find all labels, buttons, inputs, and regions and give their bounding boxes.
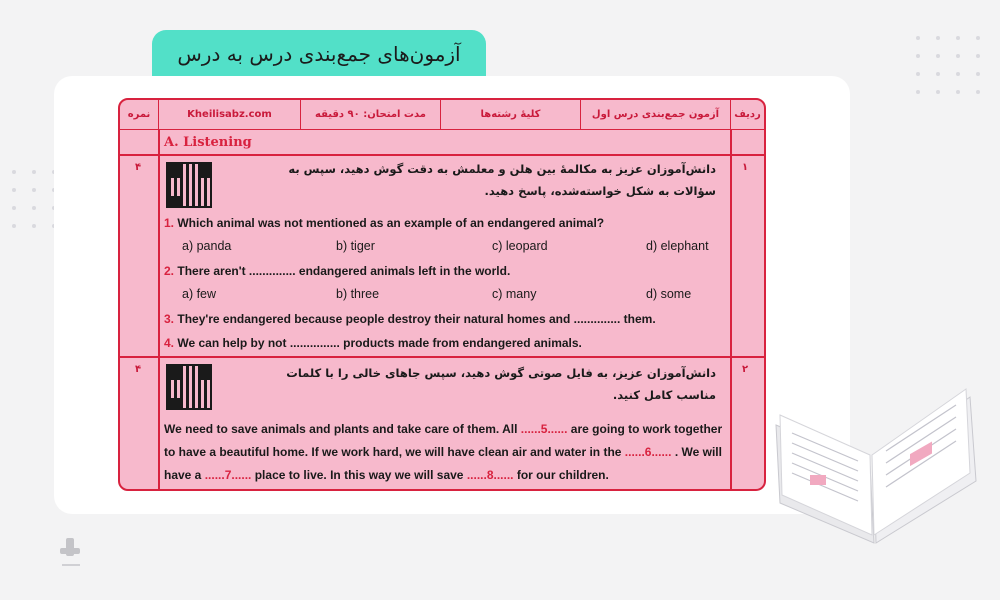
question-text: Which animal was not mentioned as an example of an endangered animal? — [177, 216, 605, 230]
row-score: ۴ — [135, 364, 142, 375]
qr-code-icon — [166, 162, 212, 208]
section-heading: A. Listening — [164, 135, 252, 150]
qr-code-icon — [166, 364, 212, 410]
blank-8: ......8...... — [466, 468, 514, 482]
passage-text: . We will — [671, 445, 722, 459]
row-divider — [120, 356, 764, 358]
question-number: 2. — [164, 264, 175, 278]
question-text: They're endangered because people destroy their natural homes and .............. them. — [177, 312, 656, 326]
header-score: نمره — [127, 109, 151, 120]
question-3 — [164, 312, 656, 326]
header-title: آزمون جمع‌بندی درس اول — [580, 100, 730, 129]
passage-text: place to live. In this way we will save — [251, 468, 467, 482]
decorative-dots — [12, 170, 58, 228]
instruction-text: دانش‌آموزان عزیز به مکالمهٔ بین هلن و معلمش به دقت گوش دهید، سپس به سؤالات به شکل خواسته‌شده، پاسخ دهید. — [288, 162, 716, 198]
row-score: ۴ — [135, 162, 142, 173]
passage-text: for our children. — [513, 468, 609, 482]
instruction-text: دانش‌آموزان عزیز، به فایل صوتی گوش دهید، سپس جاهای خالی را با کلمات مناسب کامل کنید. — [286, 366, 716, 402]
option-c: c) leopard — [492, 239, 548, 253]
question-number: 1. — [164, 216, 175, 230]
passage-text: are going to work together — [567, 422, 723, 436]
cloze-passage — [164, 418, 724, 487]
blank-7: ......7...... — [204, 468, 252, 482]
question-1 — [164, 216, 604, 230]
row-number: ۲ — [742, 364, 749, 375]
decorative-dots — [916, 36, 982, 94]
option-a: a) panda — [182, 239, 232, 253]
option-c: c) many — [492, 287, 537, 301]
blank-5: ......5...... — [520, 422, 568, 436]
row-number: ۱ — [742, 162, 749, 173]
passage-text: to have a beautiful home. If we work hard, we will have clean air and water in the — [164, 445, 625, 459]
passage-text: We need to save animals and plants and take care of them. All — [164, 422, 521, 436]
question-text: We can help by not ............... products made from endangered animals. — [177, 336, 582, 350]
exam-header — [120, 100, 764, 130]
header-site: Kheilisabz.com — [158, 100, 300, 129]
brand-logo-icon — [56, 534, 86, 574]
row-divider — [120, 154, 764, 156]
question-number: 3. — [164, 312, 175, 326]
option-b: b) tiger — [336, 239, 375, 253]
banner-title: آزمون‌های جمع‌بندی درس به درس — [152, 30, 486, 78]
option-b: b) three — [336, 287, 380, 301]
question-2 — [164, 264, 510, 278]
option-a: a) few — [182, 287, 217, 301]
question-text: There aren't .............. endangered animals left in the world. — [177, 264, 511, 278]
passage-text: have a — [164, 468, 205, 482]
column-divider — [158, 130, 160, 489]
header-radif: ردیف — [730, 100, 764, 129]
exam-sheet — [118, 98, 766, 491]
blank-6: ......6...... — [624, 445, 672, 459]
open-book-illustration — [770, 385, 980, 550]
option-d: d) some — [646, 287, 692, 301]
question-4 — [164, 336, 582, 350]
header-field: کلیهٔ رشته‌ها — [440, 100, 580, 129]
header-duration: مدت امتحان: ۹۰ دقیقه — [300, 100, 440, 129]
question-number: 4. — [164, 336, 175, 350]
column-divider — [730, 130, 732, 489]
option-d: d) elephant — [646, 239, 709, 253]
